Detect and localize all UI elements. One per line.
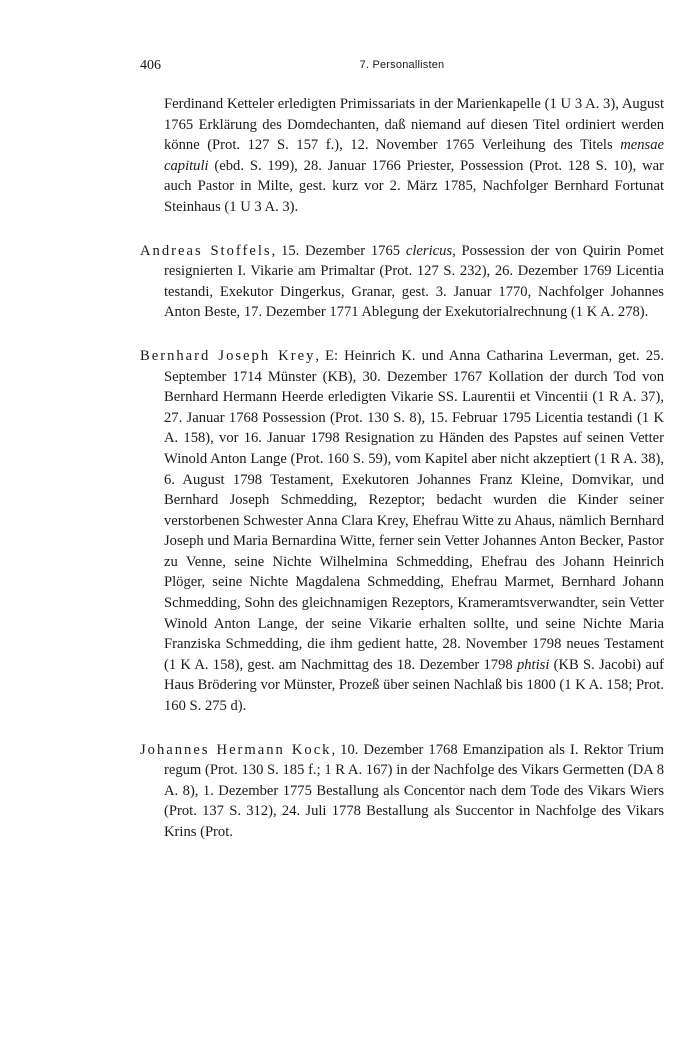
- entry-continuation: Ferdinand Ketteler erledigten Primissariats in der Marienkapelle (1 U 3 A. 3), August 1765 Erklärung des Domdechanten, daß niemand auf diesen Titel ordiniert werden könne (Prot. 127 S. 157 f.), 12. November 1765 Verleihung des Titels mensae capituli (ebd. S. 199), 28. Januar 1766 Priester, Possession (Prot. 128 S. 10), war auch Pastor in Milte, gest. kurz vor 2. März 1785, Nachfolger Bernhard Fortunat Steinhaus (1 U 3 A. 3).: [164, 96, 664, 215]
- person-name: Bernhard Joseph Krey: [140, 347, 316, 364]
- running-head: 7. Personallisten: [359, 59, 445, 71]
- page-body: [140, 94, 664, 866]
- entry-johannes-hermann-kock: Johannes Hermann Kock, 10. Dezember 1768 Emanzipation als I. Rektor Trium regum (Prot. 130 S. 185 f.; 1 R A. 167) in der Nachfolge des Vikars Germetten (DA 8 A. 8), 1. Dezember 1775 Bestallung als Concentor nach dem Tode des Vikars Wiers (Prot. 137 S. 312), 24. Juli 1778 Bestallung als Succentor in Nachfolge des Vikars Krins (Prot.: [140, 741, 664, 840]
- page-header: [140, 58, 664, 78]
- entry-andreas-stoffels: Andreas Stoffels, 15. Dezember 1765 clericus, Possession der von Quirin Pomet resignierten I. Vikarie am Primaltar (Prot. 127 S. 232), 26. Dezember 1769 Licentia testandi, Exekutor Dingerkus, Granar, gest. 3. Januar 1770, Nachfolger Johannes Anton Beste, 17. Dezember 1771 Ablegung der Exekutorialrechnung (1 K A. 278).: [140, 242, 664, 321]
- page-number: 406: [140, 58, 161, 73]
- person-name: Andreas Stoffels: [140, 242, 272, 259]
- person-name: Johannes Hermann Kock: [140, 741, 332, 758]
- italic-term: clericus: [405, 242, 453, 259]
- italic-term: phtisi: [516, 656, 550, 673]
- entry-bernhard-joseph-krey: Bernhard Joseph Krey, E: Heinrich K. und Anna Catharina Leverman, get. 25. September 1714 Münster (KB), 30. Dezember 1767 Kollation der durch Tod von Bernhard Hermann Heerde erledigten Vikarie SS. Laurentii et Vincentii (1 R A. 37), 27. Januar 1768 Possession (Prot. 130 S. 8), 15. Februar 1795 Licentia testandi (1 K A. 158), vor 16. Januar 1798 Resignation zu Händen des Papstes auf seinen Vetter Winold Anton Lange (Prot. 160 S. 59), vom Kapitel aber nicht akzeptiert (1 R A. 38), 6. August 1798 Testament, Exekutoren Johannes Franz Kleine, Domvikar, und Bernhard Joseph Schmedding, Rezeptor; bedacht wurden die Kinder seiner verstorbenen Schwester Anna Clara Krey, Ehefrau Witte zu Ahaus, nämlich Bernhard Joseph und Maria Bernardina Witte, ferner sein Vetter Johannes Anton Becker, Pastor zu Venne, seine Nichte Wilhelmina Schmedding, Ehefrau des Johann Heinrich Plöger, seine Nichte Magdalena Schmedding, Ehefrau Marmet, Bernhard Johann Schmedding, Sohn des gleichnamigen Rezeptors, Krameramtsverwandter, sein Vetter Winold Anton Lange, der seine Vikarie erhalten sollte, und seine Nichte Maria Franziska Schmedding, die ihm gedient hatte, 28. November 1798 neues Testament (1 K A. 158), gest. am Nachmittag des 18. Dezember 1798 phtisi (KB S. Jacobi) auf Haus Brödering vor Münster, Prozeß über seinen Nachlaß bis 1800 (1 K A. 158; Prot. 160 S. 275 d).: [140, 347, 664, 715]
- italic-term: mensae capituli: [164, 137, 664, 174]
